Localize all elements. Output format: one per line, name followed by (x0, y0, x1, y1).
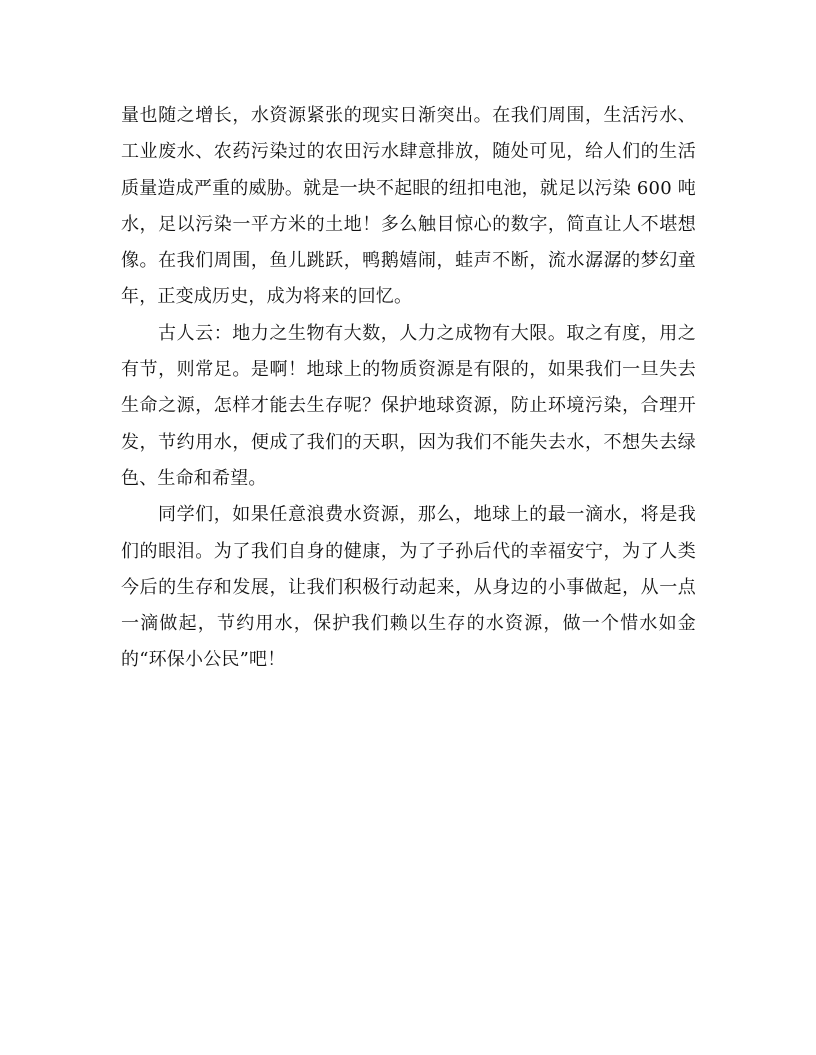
paragraph-1: 量也随之增长，水资源紧张的现实日渐突出。在我们周围，生活污水、工业废水、农药污染过的农田污水肆意排放，随处可见，给人们的生活质量造成严重的威胁。就是一块不起眼的纽扣电池，就足以污染 600 吨水，足以污染一平方米的土地！多么触目惊心的数字，简直让人不堪想像。在我们周围，鱼儿跳跃，鸭鹅嬉闹，蛙声不断，流水潺潺的梦幻童年，正变成历史，成为将来的回忆。 (121, 105, 696, 308)
document-body (121, 98, 696, 679)
paragraph-2: 古人云：地力之生物有大数，人力之成物有大限。取之有度，用之有节，则常足。是啊！地球上的物质资源是有限的，如果我们一旦失去生命之源，怎样才能去生存呢？保护地球资源，防止环境污染，合理开发，节约用水，便成了我们的天职，因为我们不能失去水，不想失去绿色、生命和希望。 (121, 322, 696, 489)
paragraph-3: 同学们，如果任意浪费水资源，那么，地球上的最一滴水，将是我们的眼泪。为了我们自身的健康，为了子孙后代的幸福安宁，为了人类今后的生存和发展，让我们积极行动起来，从身边的小事做起，从一点一滴做起，节约用水，保护我们赖以生存的水资源，做一个惜水如金的“环保小公民”吧！ (121, 504, 696, 671)
